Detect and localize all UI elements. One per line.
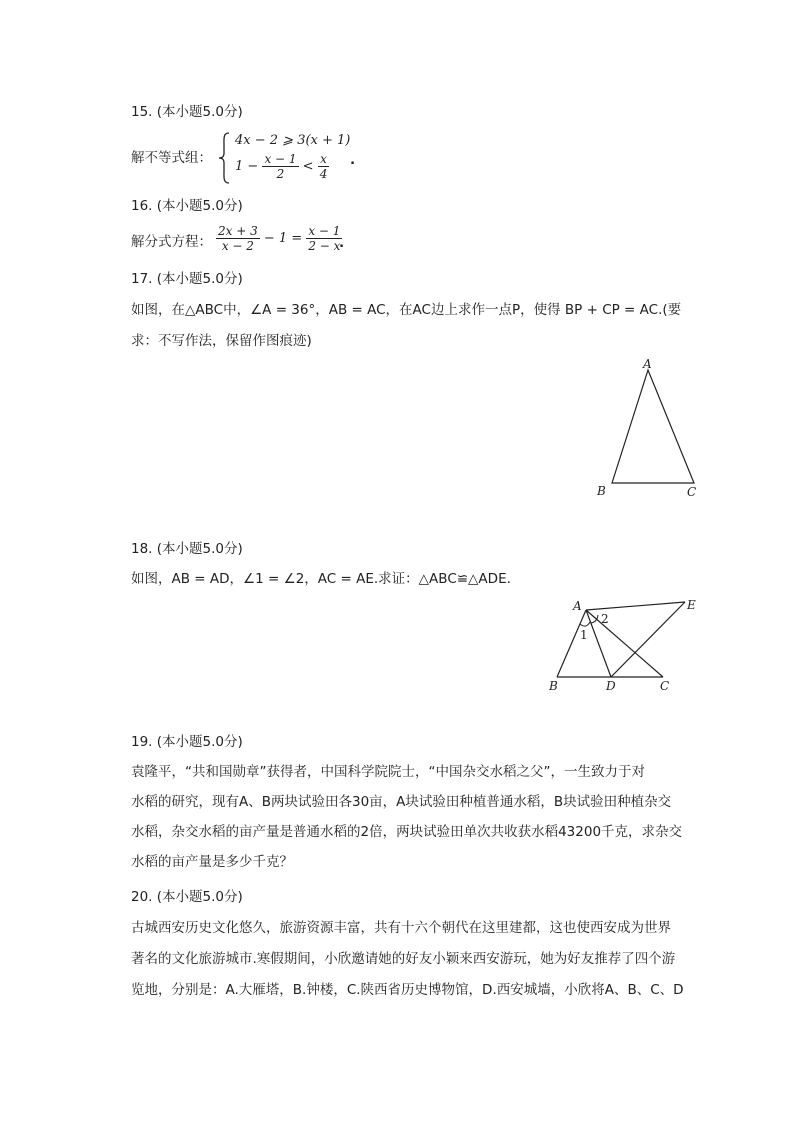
q17-triangle-abc <box>612 370 694 483</box>
q18-label-angle1: 1 <box>580 628 588 642</box>
q18-segment-ac <box>586 610 663 677</box>
q15-header: 15. (本小题5.0分) <box>131 104 243 120</box>
q18-angle1-arc <box>580 622 590 626</box>
q19-line3: 水稻，杂交水稻的亩产量是普通水稻的2倍，两块试验田单次共收获水稻43200千克，求杂交 <box>131 824 683 840</box>
q15-period: . <box>350 152 356 168</box>
q18-label-e: E <box>687 598 696 612</box>
q18-header: 18. (本小题5.0分) <box>131 541 243 557</box>
q16-equation: $\frac{2x + 3}{x - 2}$ − 1 = $\frac{x - 1}{2 - x}$ <box>218 224 341 253</box>
q18-triangles-figure <box>540 592 710 696</box>
q15-inequality-2: 1 − $\frac{x - 1}{2}$ < $\frac{x}{4}$ <box>235 152 328 181</box>
q20-line2: 著名的文化旅游城市.寒假期间，小欣邀请她的好友小颖来西安游玩，她为好友推荐了四个游 <box>131 951 676 967</box>
q18-label-c: C <box>660 679 670 693</box>
q16-period: . <box>339 235 345 251</box>
q18-segment-de <box>611 602 685 677</box>
q18-label-d: D <box>606 679 616 693</box>
q15-inequality-1: 4x − 2 ⩾ 3(x + 1) <box>235 133 351 148</box>
q18-angle2-arc <box>591 615 598 623</box>
q18-segment-ae <box>586 602 685 610</box>
q18-label-a: A <box>573 599 582 613</box>
q17-text-line1: 如图，在△ABC中，∠A = 36°，AB = AC，在AC边上求作一点P，使得 BP + CP = AC.(要 <box>131 302 682 318</box>
q17-label-a: A <box>643 357 652 371</box>
q17-header: 17. (本小题5.0分) <box>131 271 243 287</box>
q20-header: 20. (本小题5.0分) <box>131 889 243 905</box>
q19-line2: 水稻的研究，现有A、B两块试验田各30亩，A块试验田种植普通水稻，B块试验田种植杂交 <box>131 794 672 810</box>
q19-line1: 袁隆平，“共和国勋章”获得者，中国科学院院士，“中国杂交水稻之父”，一生致力于对 <box>131 764 645 780</box>
q18-text: 如图，AB = AD，∠1 = ∠2，AC = AE.求证：△ABC≌△ADE. <box>131 571 511 587</box>
q15-prefix: 解不等式组： <box>131 150 212 166</box>
q16-header: 16. (本小题5.0分) <box>131 198 243 214</box>
q18-label-b: B <box>549 679 558 693</box>
q17-label-c: C <box>687 485 697 499</box>
q18-segment-ab <box>557 610 586 677</box>
q17-triangle-figure <box>590 355 710 503</box>
q15-brace <box>218 131 232 185</box>
q17-text-line2: 求：不写作法，保留作图痕迹) <box>131 333 312 349</box>
q19-header: 19. (本小题5.0分) <box>131 734 243 750</box>
q19-line4: 水稻的亩产量是多少千克？ <box>131 854 293 870</box>
q20-line3: 览地，分别是：A.大雁塔，B.钟楼，C.陕西省历史博物馆，D.西安城墙，小欣将A、B、C、D <box>131 982 684 998</box>
q16-prefix: 解分式方程： <box>131 234 212 250</box>
q18-label-angle2: 2 <box>601 612 609 626</box>
q17-label-b: B <box>597 484 606 498</box>
q20-line1: 古城西安历史文化悠久，旅游资源丰富，共有十六个朝代在这里建都，这也使西安成为世界 <box>131 920 671 936</box>
